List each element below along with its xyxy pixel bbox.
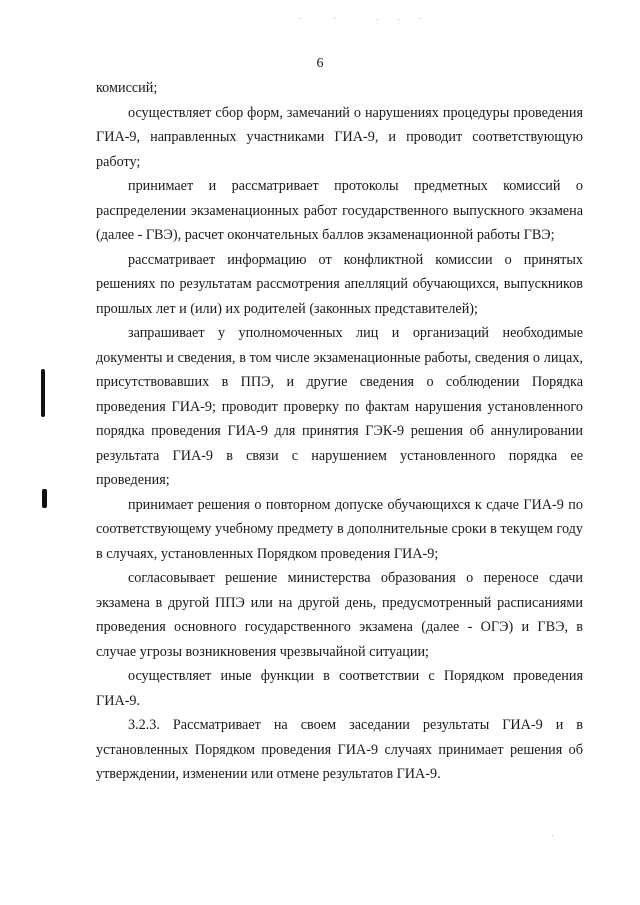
paragraph: рассматривает информацию от конфликтной комиссии о принятых решениях по результатам рассмотрения апелляций обучающихся, выпускников прошлых лет и (или) их родителей (законных представителей);: [96, 251, 583, 317]
paragraph: комиссий;: [96, 80, 158, 96]
paragraph: 3.2.3. Рассматривает на своем заседании результаты ГИА-9 и в установленных Порядком проведения ГИА-9 случаях принимает решения об утверждении, изменении или отмене результатов ГИА-9.: [96, 717, 583, 782]
scan-speck: [300, 18, 301, 19]
scan-speck: [552, 835, 553, 836]
paragraph: согласовывает решение министерства образования о переносе сдачи экзамена в другой ППЭ или на другой день, предусмотренный расписаниями проведения основного государственного экзамена (далее - ОГЭ) и ГВЭ, в случае угрозы возникновения чрезвычайной ситуации;: [96, 570, 583, 660]
scan-binding-mark: [42, 489, 47, 508]
document-body: [96, 76, 583, 787]
paragraph: осуществляет сбор форм, замечаний о нарушениях процедуры проведения ГИА-9, направленных участниками ГИА-9, и проводит соответствующую работу;: [96, 104, 583, 170]
paragraph: осуществляет иные функции в соответствии с Порядком проведения ГИА-9.: [96, 668, 583, 709]
scan-binding-mark: [41, 369, 45, 417]
scan-speck: [377, 19, 378, 20]
page-number: 6: [316, 56, 324, 71]
scan-speck: [420, 18, 421, 19]
paragraph: запрашивает у уполномоченных лиц и организаций необходимые документы и сведения, в том числе экзаменационные работы, сведения о лицах, присутствовавших в ППЭ, и другие сведения о соблюдении Порядка проведения ГИА-9; проводит проверку по фактам нарушения установленного порядка проведения ГИА-9 для принятия ГЭК-9 решения об аннулировании результата ГИА-9 в связи с нарушением установленного порядка ее проведения;: [96, 325, 583, 488]
paragraph: принимает и рассматривает протоколы предметных комиссий о распределении экзаменационных работ государственного выпускного экзамена (далее - ГВЭ), расчет окончательных баллов экзаменационной работы ГВЭ;: [96, 178, 583, 243]
scan-speck: [334, 18, 335, 19]
scan-speck: [398, 19, 399, 20]
paragraph: принимает решения о повторном допуске обучающихся к сдаче ГИА-9 по соответствующему учебному предмету в дополнительные сроки в текущем году в случаях, установленных Порядком проведения ГИА-9;: [96, 496, 583, 562]
